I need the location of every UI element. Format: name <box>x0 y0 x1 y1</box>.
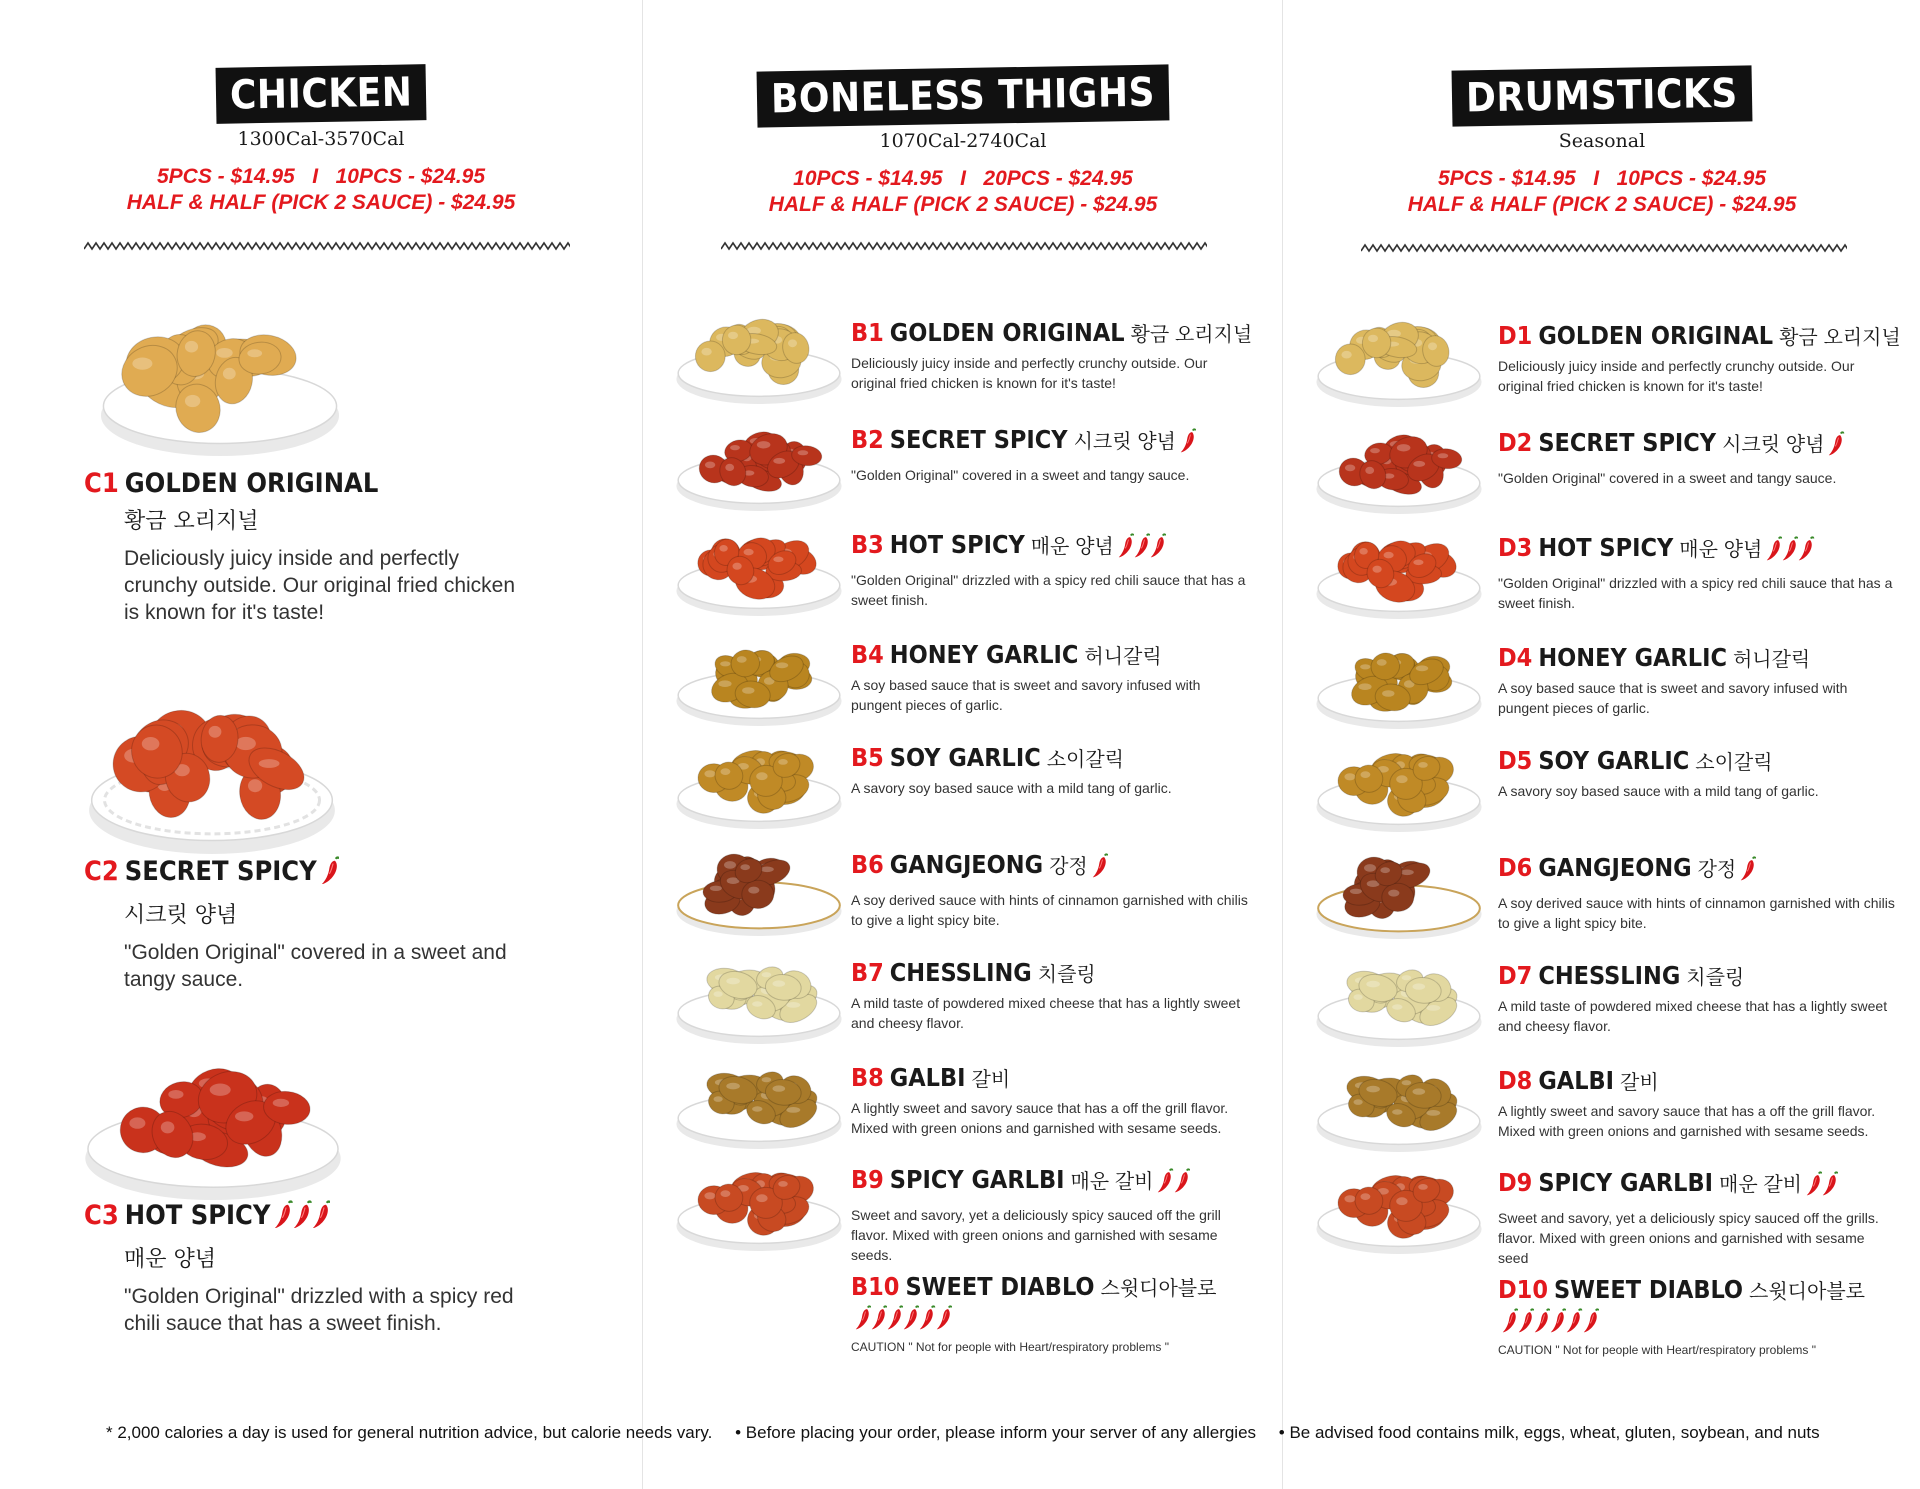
item-name: SECRET SPICY <box>124 856 317 887</box>
menu-item-b7[interactable] <box>851 958 1261 1033</box>
item-korean-name: 갈비 <box>971 1067 1011 1091</box>
menu-item-b9[interactable] <box>851 1165 1261 1265</box>
item-korean-name: 갈비 <box>1620 1070 1659 1094</box>
item-korean-name: 황금 오리지널 <box>1779 325 1901 349</box>
item-code: D9 <box>1498 1168 1533 1197</box>
item-description: A soy based sauce that is sweet and savory infused with pungent pieces of garlic. <box>851 677 1201 713</box>
item-code: B2 <box>851 425 884 454</box>
item-name: GOLDEN ORIGINAL <box>124 468 379 499</box>
item-photo <box>1313 633 1485 729</box>
red-chili-pepper-icon <box>1740 856 1756 889</box>
item-name: HONEY GARLIC <box>889 640 1079 669</box>
price-half-half: HALF & HALF (PICK 2 SAUCE) - $24.95 <box>768 193 1158 216</box>
item-photo <box>1313 843 1485 939</box>
item-code: B1 <box>851 318 884 347</box>
red-chili-pepper-icon <box>1502 1308 1908 1339</box>
item-description: Deliciously juicy inside and perfectly crunchy outside. Our original fried chicken is known for it's taste! <box>851 355 1208 391</box>
boneless-thighs-column <box>642 0 1283 1489</box>
item-name: SPICY GARLBI <box>1538 1168 1713 1197</box>
price-half-half: HALF & HALF (PICK 2 SAUCE) - $24.95 <box>126 191 516 214</box>
item-photo <box>1313 1158 1485 1254</box>
menu-item-d4[interactable] <box>1498 643 1908 718</box>
item-code: D2 <box>1498 428 1533 457</box>
item-code: B7 <box>851 958 884 987</box>
item-description: "Golden Original" covered in a sweet and tangy sauce. <box>851 467 1190 483</box>
item-code: D3 <box>1498 533 1533 562</box>
red-chili-pepper-icon <box>1806 1171 1838 1204</box>
drumsticks-header <box>1283 68 1920 218</box>
item-code: D6 <box>1498 853 1533 882</box>
item-code: B4 <box>851 640 884 669</box>
chicken-header <box>0 66 642 216</box>
item-korean-name: 허니갈릭 <box>1732 647 1811 671</box>
red-chili-pepper-icon <box>1828 431 1844 464</box>
red-chili-pepper-icon <box>1180 428 1196 461</box>
red-chili-pepper-icon <box>1092 853 1108 886</box>
section-title: DRUMSTICKS <box>1452 65 1753 126</box>
item-name: HOT SPICY <box>124 1200 271 1231</box>
red-chili-pepper-icon <box>1766 536 1814 569</box>
price-pieces: 5PCS - $14.95 I 10PCS - $24.95 <box>1437 167 1767 190</box>
item-photo <box>673 308 845 404</box>
calorie-range: Seasonal <box>1558 130 1646 152</box>
price-pieces: 5PCS - $14.95 I 10PCS - $24.95 <box>156 165 486 188</box>
menu-item-d6[interactable] <box>1498 853 1908 933</box>
zigzag-divider <box>721 240 1207 252</box>
item-name: GOLDEN ORIGINAL <box>889 318 1125 347</box>
menu-item-b10[interactable] <box>851 1272 1261 1354</box>
item-name: GALBI <box>889 1063 966 1092</box>
item-code: C2 <box>84 856 119 887</box>
item-photo <box>1313 418 1485 514</box>
menu-item-d7[interactable] <box>1498 961 1908 1036</box>
menu-item-b4[interactable] <box>851 640 1261 715</box>
item-description: "Golden Original" drizzled with a spicy red chili sauce that has a sweet finish. <box>851 572 1246 608</box>
item-code: B8 <box>851 1063 884 1092</box>
menu-item-d10[interactable] <box>1498 1275 1908 1357</box>
item-photo <box>673 733 845 829</box>
item-name: SECRET SPICY <box>1538 428 1717 457</box>
item-korean-name: 매운 양념 <box>1030 534 1114 558</box>
item-description: A savory soy based sauce with a mild tang of garlic. <box>851 780 1172 796</box>
item-name: HOT SPICY <box>889 530 1025 559</box>
item-photo <box>1313 311 1485 407</box>
item-korean-name: 시크릿 양념 <box>1073 429 1176 453</box>
item-photo <box>1313 951 1485 1047</box>
item-code: D4 <box>1498 643 1533 672</box>
item-name: HOT SPICY <box>1538 533 1674 562</box>
item-name: SOY GARLIC <box>889 743 1041 772</box>
item-photo <box>673 520 845 616</box>
menu-item-d1[interactable] <box>1498 321 1908 396</box>
item-description: Sweet and savory, yet a deliciously spicy sauced off the grills. flavor. Mixed with green onions and garnished with sesame seed <box>1498 1210 1879 1266</box>
red-chili-pepper-icon <box>855 1305 1261 1336</box>
calorie-range: 1070Cal-2740Cal <box>879 130 1047 152</box>
item-photo <box>1313 523 1485 619</box>
item-description: Deliciously juicy inside and perfectly crunchy outside. Our original fried chicken is known for it's taste! <box>124 547 516 624</box>
item-photo <box>673 1053 845 1149</box>
item-korean-name: 매운 양념 <box>1679 537 1763 561</box>
item-korean-name: 치즐링 <box>1037 962 1096 986</box>
item-description: A mild taste of powdered mixed cheese that has a lightly sweet and cheesy flavor. <box>851 995 1241 1031</box>
ingredient-note: • Be advised food contains milk, eggs, wheat, gluten, soybean, and nuts <box>1278 1423 1820 1442</box>
item-photo <box>673 948 845 1044</box>
item-code: D5 <box>1498 746 1533 775</box>
item-code: D10 <box>1498 1275 1548 1304</box>
menu-item-b3[interactable] <box>851 530 1261 610</box>
red-chili-pepper-icon <box>1157 1168 1189 1201</box>
menu-item-b1[interactable] <box>851 318 1261 393</box>
item-korean-name: 스윗디아블로 <box>1749 1279 1865 1303</box>
menu-item-d9[interactable] <box>1498 1168 1908 1268</box>
item-code: B3 <box>851 530 884 559</box>
price-line <box>1283 166 1920 218</box>
caution-note: CAUTION " Not for people with Heart/respiratory problems " <box>851 1340 1169 1354</box>
section-title: BONELESS THIGHS <box>757 64 1170 127</box>
item-korean-name: 치즐링 <box>1686 965 1745 989</box>
item-name: SWEET DIABLO <box>1553 1275 1744 1304</box>
item-korean-name: 허니갈릭 <box>1084 644 1162 668</box>
item-description: A lightly sweet and savory sauce that has a off the grill flavor. Mixed with green onions and garnished with sesame seeds. <box>851 1100 1229 1136</box>
calorie-note: * 2,000 calories a day is used for general nutrition advice, but calorie needs vary. <box>106 1423 713 1442</box>
item-korean-name: 스윗디아블로 <box>1100 1276 1217 1300</box>
item-description: A soy derived sauce with hints of cinnamon garnished with chilis to give a light spicy bite. <box>1498 895 1895 931</box>
zigzag-divider <box>1361 242 1847 254</box>
item-code: D7 <box>1498 961 1533 990</box>
item-code: B5 <box>851 743 884 772</box>
menu-item-d3[interactable] <box>1498 533 1908 613</box>
item-description: Sweet and savory, yet a deliciously spicy sauced off the grill flavor. Mixed with green onions and garnished with sesame seeds. <box>851 1207 1221 1263</box>
boneless-header <box>643 68 1283 218</box>
menu-item-b5[interactable] <box>851 743 1261 798</box>
item-photo <box>1313 1056 1485 1152</box>
menu-item-b6[interactable] <box>851 850 1261 930</box>
item-korean-name: 시크릿 양념 <box>124 903 238 928</box>
item-korean-name: 매운 갈비 <box>1070 1169 1154 1193</box>
item-name: HONEY GARLIC <box>1538 643 1727 672</box>
item-name: GALBI <box>1538 1066 1615 1095</box>
menu-item-d2[interactable] <box>1498 428 1908 488</box>
menu-item-c3[interactable] <box>84 1200 604 1337</box>
item-name: CHESSLING <box>1538 961 1681 990</box>
golden-original-photo <box>96 300 344 456</box>
item-description: A soy derived sauce with hints of cinnamon garnished with chilis to give a light spicy bite. <box>851 892 1248 928</box>
item-korean-name: 소이갈릭 <box>1695 750 1773 774</box>
item-name: GANGJEONG <box>1538 853 1692 882</box>
item-description: "Golden Original" drizzled with a spicy red chili sauce that has a sweet finish. <box>124 1285 514 1335</box>
item-photo <box>673 630 845 726</box>
price-line <box>643 166 1283 218</box>
item-name: SECRET SPICY <box>889 425 1068 454</box>
price-pieces: 10PCS - $14.95 I 20PCS - $24.95 <box>793 167 1133 190</box>
item-photo <box>673 840 845 936</box>
item-description: "Golden Original" drizzled with a spicy red chili sauce that has a sweet finish. <box>1498 575 1893 611</box>
item-code: B9 <box>851 1165 884 1194</box>
item-description: A lightly sweet and savory sauce that has a off the grill flavor. Mixed with green onions and garnished with sesame seeds. <box>1498 1103 1876 1139</box>
caution-note: CAUTION " Not for people with Heart/respiratory problems " <box>1498 1343 1816 1357</box>
item-code: D8 <box>1498 1066 1533 1095</box>
price-half-half: HALF & HALF (PICK 2 SAUCE) - $24.95 <box>1407 193 1797 216</box>
calorie-range: 1300Cal-3570Cal <box>237 128 405 150</box>
item-code: B6 <box>851 850 884 879</box>
menu-item-b8[interactable] <box>851 1063 1261 1138</box>
item-description: A soy based sauce that is sweet and savory infused with pungent pieces of garlic. <box>1498 680 1848 716</box>
item-korean-name: 강정 <box>1697 857 1737 881</box>
item-description: "Golden Original" covered in a sweet and tangy sauce. <box>124 941 507 991</box>
item-name: SOY GARLIC <box>1538 746 1690 775</box>
footer-notes <box>106 1423 1866 1443</box>
item-name: GOLDEN ORIGINAL <box>1538 321 1774 350</box>
item-description: A mild taste of powdered mixed cheese that has a lightly sweet and cheesy flavor. <box>1498 998 1888 1034</box>
item-code: D1 <box>1498 321 1533 350</box>
item-photo <box>1313 736 1485 832</box>
drumsticks-column <box>1282 0 1920 1489</box>
item-name: CHESSLING <box>889 958 1032 987</box>
menu-item-c2[interactable] <box>84 856 604 993</box>
menu-item-c1[interactable] <box>84 468 604 626</box>
item-code: C3 <box>84 1200 119 1231</box>
chicken-column <box>0 0 642 1489</box>
item-name: SWEET DIABLO <box>905 1272 1095 1301</box>
menu-item-d5[interactable] <box>1498 746 1908 801</box>
zigzag-divider <box>84 240 570 252</box>
section-title: CHICKEN <box>215 64 426 124</box>
item-korean-name: 시크릿 양념 <box>1722 432 1825 456</box>
item-name: GANGJEONG <box>889 850 1044 879</box>
price-line <box>0 164 642 216</box>
item-description: "Golden Original" covered in a sweet and tangy sauce. <box>1498 470 1837 486</box>
item-description: Deliciously juicy inside and perfectly crunchy outside. Our original fried chicken is known for it's taste! <box>1498 358 1855 394</box>
menu-item-d8[interactable] <box>1498 1066 1908 1141</box>
item-description: A savory soy based sauce with a mild tang of garlic. <box>1498 783 1819 799</box>
allergy-note: • Before placing your order, please inform your server of any allergies <box>735 1423 1257 1442</box>
item-name: SPICY GARLBI <box>889 1165 1065 1194</box>
item-korean-name: 황금 오리지널 <box>1130 322 1253 346</box>
item-korean-name: 강정 <box>1049 854 1088 878</box>
red-chili-pepper-icon <box>321 856 340 894</box>
menu-item-b2[interactable] <box>851 425 1261 485</box>
item-photo <box>673 1155 845 1251</box>
item-korean-name: 매운 양념 <box>124 1247 217 1272</box>
item-photo <box>673 415 845 511</box>
item-korean-name: 소이갈릭 <box>1046 747 1124 771</box>
hot-spicy-photo <box>80 1040 346 1200</box>
red-chili-pepper-icon <box>1118 533 1166 566</box>
item-code: B10 <box>851 1272 900 1301</box>
item-code: C1 <box>84 468 119 499</box>
secret-spicy-photo <box>84 686 340 854</box>
item-korean-name: 황금 오리지널 <box>124 509 259 534</box>
item-korean-name: 매운 갈비 <box>1719 1172 1802 1196</box>
red-chili-pepper-icon <box>274 1200 330 1238</box>
